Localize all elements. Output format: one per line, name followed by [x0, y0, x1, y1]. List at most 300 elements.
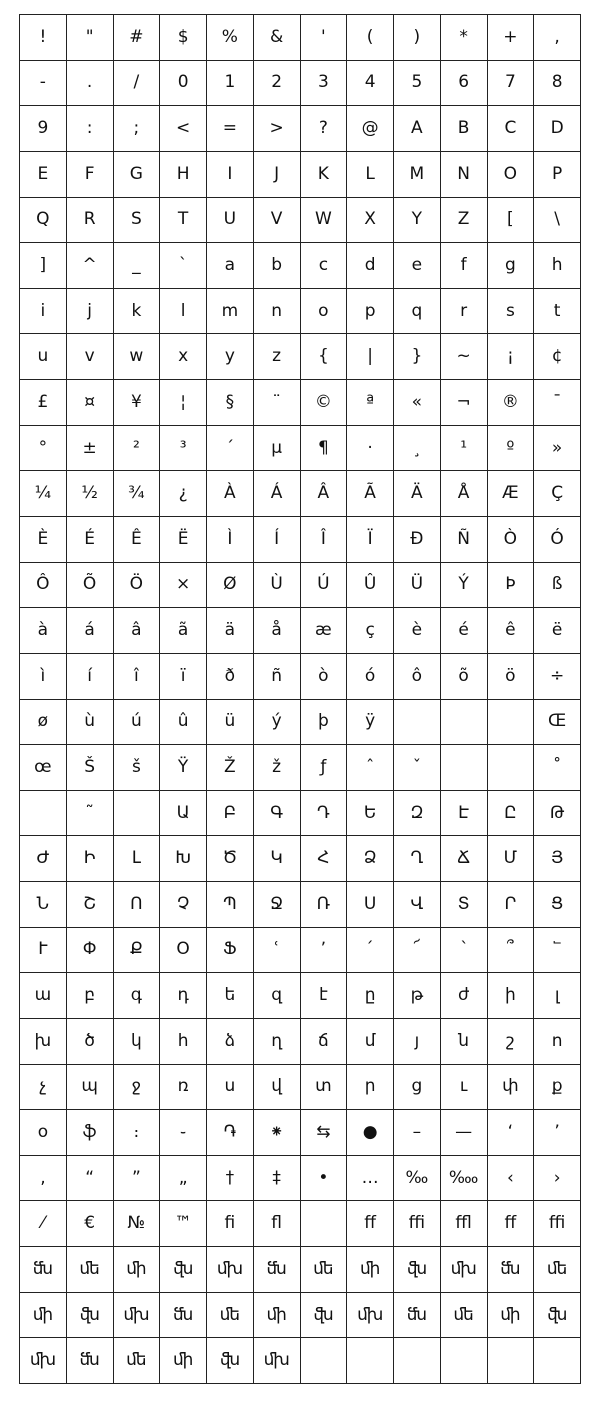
glyph-cell: ֆ [67, 1110, 114, 1156]
glyph-cell: û [160, 700, 207, 746]
glyph-cell: ] [20, 243, 67, 289]
glyph-cell: ﬔ [301, 1247, 348, 1293]
glyph-cell: լ [534, 973, 581, 1019]
glyph-cell: R [67, 198, 114, 244]
glyph-cell: Խ [160, 836, 207, 882]
glyph-cell: i [20, 289, 67, 335]
glyph-cell: • [301, 1156, 348, 1202]
glyph-cell: № [114, 1201, 161, 1247]
glyph-cell: Ž [207, 745, 254, 791]
glyph-cell: : [67, 106, 114, 152]
glyph-cell: է [301, 973, 348, 1019]
glyph-cell: Թ [534, 791, 581, 837]
glyph-cell: շ [488, 1019, 535, 1065]
glyph-cell: ﬖ [534, 1293, 581, 1339]
glyph-cell: å [254, 608, 301, 654]
glyph-cell: A [394, 106, 441, 152]
glyph-cell [441, 1338, 488, 1384]
glyph-cell: 1 [207, 61, 254, 107]
glyph-cell: s [488, 289, 535, 335]
glyph-cell: á [67, 608, 114, 654]
glyph-cell: ; [114, 106, 161, 152]
glyph-cell: ¥ [114, 380, 161, 426]
glyph-cell: Լ [114, 836, 161, 882]
glyph-cell: Ó [534, 517, 581, 563]
glyph-cell: Ռ [301, 882, 348, 928]
glyph-table [19, 14, 581, 1384]
glyph-cell: ﬃ [394, 1201, 441, 1247]
glyph-cell: ռ [160, 1065, 207, 1111]
glyph-cell: , [534, 15, 581, 61]
glyph-cell: 7 [488, 61, 535, 107]
glyph-cell: ¶ [301, 426, 348, 472]
glyph-cell: Ժ [20, 836, 67, 882]
glyph-cell: ո [534, 1019, 581, 1065]
glyph-cell: > [254, 106, 301, 152]
glyph-cell: C [488, 106, 535, 152]
glyph-cell: „ [160, 1156, 207, 1202]
glyph-cell: ա [20, 973, 67, 1019]
glyph-cell: ø [20, 700, 67, 746]
glyph-cell: Ã [347, 471, 394, 517]
glyph-cell: £ [20, 380, 67, 426]
glyph-cell: թ [394, 973, 441, 1019]
glyph-cell: Þ [488, 563, 535, 609]
glyph-cell: ՜ [394, 928, 441, 974]
glyph-cell: Ð [394, 517, 441, 563]
glyph-cell: ﬔ [67, 1247, 114, 1293]
glyph-cell: Ê [114, 517, 161, 563]
glyph-cell: D [534, 106, 581, 152]
glyph-cell: þ [301, 700, 348, 746]
glyph-cell: Հ [301, 836, 348, 882]
glyph-cell: ժ [441, 973, 488, 1019]
glyph-cell: H [160, 152, 207, 198]
glyph-cell: x [160, 334, 207, 380]
glyph-cell: մ [347, 1019, 394, 1065]
glyph-cell: « [394, 380, 441, 426]
glyph-cell: ց [394, 1065, 441, 1111]
glyph-cell: 9 [20, 106, 67, 152]
glyph-cell: ê [488, 608, 535, 654]
glyph-cell: ˇ [394, 745, 441, 791]
glyph-cell: ) [394, 15, 441, 61]
glyph-cell: & [254, 15, 301, 61]
glyph-cell: q [394, 289, 441, 335]
glyph-cell: € [67, 1201, 114, 1247]
glyph-cell: Ւ [20, 928, 67, 974]
glyph-cell: ` [160, 243, 207, 289]
glyph-cell: Û [347, 563, 394, 609]
glyph-cell: j [67, 289, 114, 335]
glyph-cell: Ñ [441, 517, 488, 563]
glyph-cell: ³ [160, 426, 207, 472]
glyph-cell: à [20, 608, 67, 654]
glyph-cell: ‰ [394, 1156, 441, 1202]
glyph-cell: դ [160, 973, 207, 1019]
glyph-cell: È [20, 517, 67, 563]
glyph-cell: e [394, 243, 441, 289]
glyph-cell: Դ [301, 791, 348, 837]
glyph-cell: Ծ [207, 836, 254, 882]
glyph-cell: ճ [301, 1019, 348, 1065]
glyph-cell: } [394, 334, 441, 380]
glyph-cell: I [207, 152, 254, 198]
glyph-cell: ՙ [254, 928, 301, 974]
glyph-cell: ՝ [441, 928, 488, 974]
glyph-cell: d [347, 243, 394, 289]
glyph-cell [301, 1338, 348, 1384]
glyph-cell: ւ [441, 1065, 488, 1111]
glyph-cell: ﬖ [67, 1293, 114, 1339]
glyph-cell: ։ [114, 1110, 161, 1156]
glyph-cell: Ú [301, 563, 348, 609]
glyph-cell: ¸ [394, 426, 441, 472]
glyph-cell: â [114, 608, 161, 654]
glyph-cell: _ [114, 243, 161, 289]
glyph-cell: ի [488, 973, 535, 1019]
glyph-cell: Ô [20, 563, 67, 609]
glyph-cell: » [534, 426, 581, 472]
glyph-cell: u [20, 334, 67, 380]
glyph-cell: ! [20, 15, 67, 61]
glyph-cell: O [488, 152, 535, 198]
glyph-cell [301, 1201, 348, 1247]
glyph-cell: Պ [207, 882, 254, 928]
glyph-cell: š [114, 745, 161, 791]
glyph-cell: - [20, 61, 67, 107]
glyph-cell: ﬔ [441, 1293, 488, 1339]
glyph-cell: ú [114, 700, 161, 746]
glyph-cell: î [114, 654, 161, 700]
glyph-cell: ù [67, 700, 114, 746]
glyph-cell: ﬕ [347, 1247, 394, 1293]
glyph-cell: 3 [301, 61, 348, 107]
glyph-cell: o [301, 289, 348, 335]
glyph-cell: n [254, 289, 301, 335]
glyph-cell: r [441, 289, 488, 335]
glyph-cell: ò [301, 654, 348, 700]
glyph-cell: ﬖ [207, 1338, 254, 1384]
glyph-cell: œ [20, 745, 67, 791]
glyph-cell: Q [20, 198, 67, 244]
glyph-cell: Ֆ [207, 928, 254, 974]
glyph-cell: ñ [254, 654, 301, 700]
glyph-cell: ﬔ [207, 1293, 254, 1339]
glyph-cell: ¬ [441, 380, 488, 426]
glyph-cell: ª [347, 380, 394, 426]
glyph-cell: + [488, 15, 535, 61]
glyph-cell: w [114, 334, 161, 380]
glyph-cell: Ջ [254, 882, 301, 928]
glyph-cell: Ì [207, 517, 254, 563]
glyph-cell: L [347, 152, 394, 198]
glyph-cell: ս [207, 1065, 254, 1111]
glyph-cell: ﬕ [160, 1338, 207, 1384]
glyph-cell: ● [347, 1110, 394, 1156]
glyph-cell: ˚ [534, 745, 581, 791]
glyph-cell: Ը [488, 791, 535, 837]
glyph-cell: ” [114, 1156, 161, 1202]
glyph-cell: ¡ [488, 334, 535, 380]
glyph-cell: ü [207, 700, 254, 746]
glyph-cell: Յ [534, 836, 581, 882]
glyph-cell: % [207, 15, 254, 61]
glyph-cell: ՛ [347, 928, 394, 974]
glyph-cell [441, 700, 488, 746]
glyph-cell: ó [347, 654, 394, 700]
glyph-cell: ² [114, 426, 161, 472]
glyph-cell: վ [254, 1065, 301, 1111]
glyph-cell: © [301, 380, 348, 426]
glyph-cell: ք [534, 1065, 581, 1111]
glyph-cell: ﬂ [254, 1201, 301, 1247]
glyph-cell: … [347, 1156, 394, 1202]
glyph-cell: º [488, 426, 535, 472]
glyph-cell: ä [207, 608, 254, 654]
glyph-cell [534, 1338, 581, 1384]
glyph-cell: ﬖ [160, 1247, 207, 1293]
glyph-cell: ՟ [534, 928, 581, 974]
glyph-cell: – [394, 1110, 441, 1156]
glyph-cell: Մ [488, 836, 535, 882]
glyph-cell: ﬗ [254, 1338, 301, 1384]
glyph-cell: ն [441, 1019, 488, 1065]
glyph-cell: v [67, 334, 114, 380]
glyph-cell: Ø [207, 563, 254, 609]
glyph-cell: ⇆ [301, 1110, 348, 1156]
glyph-cell: Ց [534, 882, 581, 928]
glyph-cell: Î [301, 517, 348, 563]
glyph-cell: f [441, 243, 488, 289]
glyph-cell: ֏ [207, 1110, 254, 1156]
glyph-cell: ﬕ [254, 1293, 301, 1339]
glyph-cell: Ò [488, 517, 535, 563]
glyph-cell: ﬃ [534, 1201, 581, 1247]
glyph-cell: À [207, 471, 254, 517]
glyph-cell: Æ [488, 471, 535, 517]
glyph-cell: Ձ [347, 836, 394, 882]
glyph-cell: J [254, 152, 301, 198]
glyph-cell [394, 1338, 441, 1384]
glyph-cell: Կ [254, 836, 301, 882]
glyph-cell: ß [534, 563, 581, 609]
glyph-cell: ˆ [347, 745, 394, 791]
glyph-cell [20, 791, 67, 837]
glyph-cell: é [441, 608, 488, 654]
glyph-cell: ’ [534, 1110, 581, 1156]
glyph-cell: ~ [441, 334, 488, 380]
glyph-cell: ⁕ [254, 1110, 301, 1156]
glyph-cell: Ո [114, 882, 161, 928]
glyph-cell: ã [160, 608, 207, 654]
glyph-cell: . [67, 61, 114, 107]
glyph-cell: Է [441, 791, 488, 837]
glyph-cell: ՞ [488, 928, 535, 974]
glyph-cell: ‘ [488, 1110, 535, 1156]
glyph-cell: ղ [254, 1019, 301, 1065]
glyph-cell: ç [347, 608, 394, 654]
glyph-cell: k [114, 289, 161, 335]
glyph-cell: @ [347, 106, 394, 152]
glyph-cell: Ü [394, 563, 441, 609]
glyph-cell: X [347, 198, 394, 244]
glyph-cell: ¢ [534, 334, 581, 380]
glyph-cell: Ք [114, 928, 161, 974]
glyph-cell: պ [67, 1065, 114, 1111]
glyph-cell [488, 1338, 535, 1384]
glyph-cell [441, 745, 488, 791]
glyph-cell: ﬗ [441, 1247, 488, 1293]
glyph-cell: ° [20, 426, 67, 472]
glyph-cell: ± [67, 426, 114, 472]
glyph-cell: · [347, 426, 394, 472]
glyph-cell: Å [441, 471, 488, 517]
glyph-cell: K [301, 152, 348, 198]
glyph-cell: ¾ [114, 471, 161, 517]
glyph-cell: ﬖ [301, 1293, 348, 1339]
glyph-cell: “ [67, 1156, 114, 1202]
glyph-cell: ˜ [67, 791, 114, 837]
glyph-cell: Œ [534, 700, 581, 746]
glyph-cell: Գ [254, 791, 301, 837]
glyph-cell: Շ [67, 882, 114, 928]
glyph-cell: ï [160, 654, 207, 700]
glyph-cell: գ [114, 973, 161, 1019]
glyph-cell: ջ [114, 1065, 161, 1111]
glyph-cell: = [207, 106, 254, 152]
glyph-cell: ե [207, 973, 254, 1019]
glyph-cell: ﬀ [488, 1201, 535, 1247]
glyph-cell: z [254, 334, 301, 380]
glyph-cell: ¿ [160, 471, 207, 517]
glyph-cell: Ն [20, 882, 67, 928]
glyph-cell: $ [160, 15, 207, 61]
glyph-cell: ֊ [160, 1110, 207, 1156]
glyph-cell: h [534, 243, 581, 289]
glyph-cell: Ե [347, 791, 394, 837]
glyph-cell: ﬁ [207, 1201, 254, 1247]
glyph-cell: a [207, 243, 254, 289]
glyph-cell: ÿ [347, 700, 394, 746]
glyph-cell: ﬄ [441, 1201, 488, 1247]
glyph-cell: S [114, 198, 161, 244]
glyph-cell: ý [254, 700, 301, 746]
glyph-cell: ⁄ [20, 1201, 67, 1247]
glyph-cell: Ր [488, 882, 535, 928]
glyph-cell: 6 [441, 61, 488, 107]
glyph-cell: տ [301, 1065, 348, 1111]
glyph-cell: ‱ [441, 1156, 488, 1202]
glyph-cell: Բ [207, 791, 254, 837]
glyph-cell: Փ [67, 928, 114, 974]
glyph-cell: ™ [160, 1201, 207, 1247]
glyph-cell: ´ [207, 426, 254, 472]
glyph-cell: [ [488, 198, 535, 244]
glyph-cell: ﬓ [160, 1293, 207, 1339]
glyph-cell: µ [254, 426, 301, 472]
glyph-cell: B [441, 106, 488, 152]
glyph-cell: m [207, 289, 254, 335]
glyph-cell: M [394, 152, 441, 198]
glyph-cell: ﬓ [394, 1293, 441, 1339]
glyph-cell: ¯ [534, 380, 581, 426]
glyph-cell: Ղ [394, 836, 441, 882]
glyph-cell: Ա [160, 791, 207, 837]
glyph-cell: ﬕ [114, 1247, 161, 1293]
glyph-cell: ë [534, 608, 581, 654]
glyph-cell: ﬗ [347, 1293, 394, 1339]
glyph-cell: É [67, 517, 114, 563]
glyph-cell: í [67, 654, 114, 700]
glyph-cell: æ [301, 608, 348, 654]
glyph-cell: ր [347, 1065, 394, 1111]
glyph-cell: × [160, 563, 207, 609]
glyph-cell: ը [347, 973, 394, 1019]
glyph-cell: › [534, 1156, 581, 1202]
glyph-cell: N [441, 152, 488, 198]
glyph-cell: # [114, 15, 161, 61]
glyph-cell: Զ [394, 791, 441, 837]
glyph-cell: չ [20, 1065, 67, 1111]
glyph-cell [347, 1338, 394, 1384]
glyph-cell: W [301, 198, 348, 244]
glyph-cell: < [160, 106, 207, 152]
glyph-cell: Ç [534, 471, 581, 517]
glyph-cell: Ճ [441, 836, 488, 882]
glyph-cell: Z [441, 198, 488, 244]
glyph-cell: ﬔ [534, 1247, 581, 1293]
glyph-cell: ô [394, 654, 441, 700]
glyph-cell: կ [114, 1019, 161, 1065]
glyph-cell: " [67, 15, 114, 61]
glyph-cell: V [254, 198, 301, 244]
glyph-cell: Ö [114, 563, 161, 609]
glyph-cell: Ÿ [160, 745, 207, 791]
glyph-cell: | [347, 334, 394, 380]
glyph-cell: ﬔ [114, 1338, 161, 1384]
glyph-cell: ( [347, 15, 394, 61]
glyph-cell: ‡ [254, 1156, 301, 1202]
glyph-cell: c [301, 243, 348, 289]
glyph-cell [488, 745, 535, 791]
glyph-cell [114, 791, 161, 837]
glyph-cell: Օ [160, 928, 207, 974]
glyph-cell: Š [67, 745, 114, 791]
glyph-cell: ö [488, 654, 535, 700]
glyph-cell: è [394, 608, 441, 654]
glyph-cell: ì [20, 654, 67, 700]
glyph-cell: * [441, 15, 488, 61]
glyph-cell: Ի [67, 836, 114, 882]
glyph-cell: Չ [160, 882, 207, 928]
glyph-cell: y [207, 334, 254, 380]
glyph-cell: Õ [67, 563, 114, 609]
glyph-cell: T [160, 198, 207, 244]
glyph-cell: ﬗ [207, 1247, 254, 1293]
glyph-cell: Ë [160, 517, 207, 563]
glyph-cell: ¨ [254, 380, 301, 426]
glyph-cell: † [207, 1156, 254, 1202]
glyph-cell: U [207, 198, 254, 244]
glyph-cell: ^ [67, 243, 114, 289]
glyph-cell: ? [301, 106, 348, 152]
glyph-cell: ծ [67, 1019, 114, 1065]
glyph-cell: ¹ [441, 426, 488, 472]
glyph-cell: b [254, 243, 301, 289]
glyph-cell: ‹ [488, 1156, 535, 1202]
glyph-cell: { [301, 334, 348, 380]
